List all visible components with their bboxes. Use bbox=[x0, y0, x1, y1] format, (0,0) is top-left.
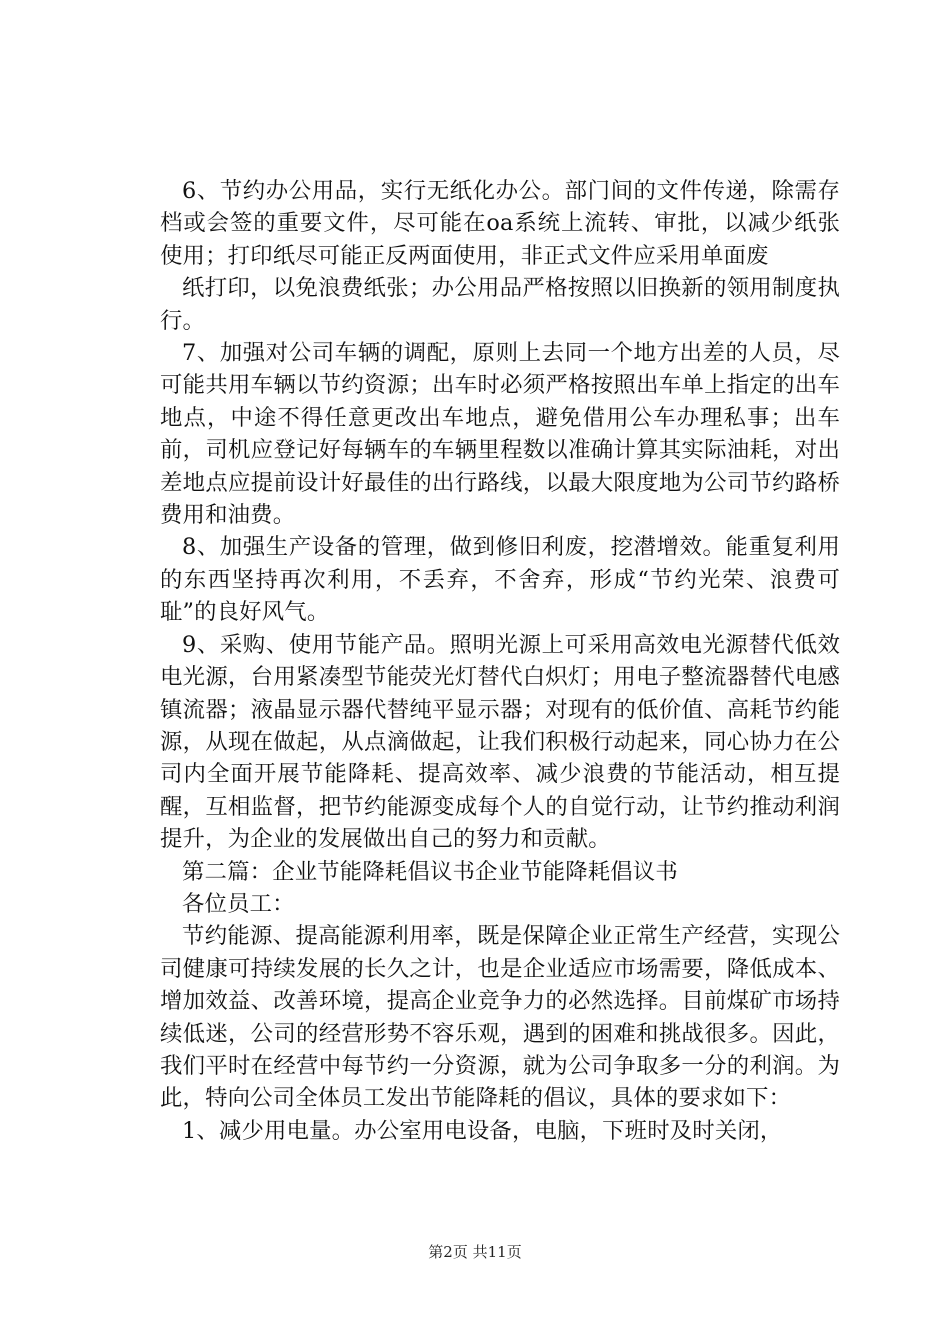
paragraph-6-continued: 纸打印，以免浪费纸张；办公用品严格按照以旧换新的领用制度执行。 bbox=[160, 275, 840, 334]
salutation: 各位员工： bbox=[182, 890, 295, 917]
paragraph-6: 6、节约办公用品，实行无纸化办公。部门间的文件传递，除需存档或会签的重要文件，尽可能在oa系统上流转、审批，以减少纸张使用；打印纸尽可能正反两面使用，非正式文件应采用单面废 bbox=[160, 178, 840, 269]
page-footer: 第2页 共11页 bbox=[428, 1243, 522, 1261]
paragraph-7: 7、加强对公司车辆的调配，原则上去同一个地方出差的人员，尽可能共用车辆以节约资源；出车时必须严格按照出车单上指定的出车地点，中途不得任意更改出车地点，避免借用公车办理私事；出车前，司机应登记好每辆车的车辆里程数以准确计算其实际油耗，对出差地点应提前设计好最佳的出行路线，以最大限度地为公司节约路桥费用和油费。 bbox=[160, 340, 840, 529]
paragraph-9: 9、采购、使用节能产品。照明光源上可采用高效电光源替代低效电光源，台用紧凑型节能荧光灯替代白炽灯；用电子整流器替代电感镇流器；液晶显示器代替纯平显示器；对现有的低价值、高耗节约能源，从现在做起，从点滴做起，让我们积极行动起来，同心协力在公司内全面开展节能降耗、提高效率、减少浪费的节能活动，相互提醒，互相监督，把节约能源变成每个人的自觉行动，让节约推动利润提升，为企业的发展做出自己的努力和贡献。 bbox=[160, 631, 840, 853]
paragraph-1: 1、减少用电量。办公室用电设备，电脑，下班时及时关闭， bbox=[182, 1117, 783, 1144]
document-body bbox=[160, 175, 840, 1147]
section-heading: 第二篇：企业节能降耗倡议书企业节能降耗倡议书 bbox=[182, 858, 678, 885]
intro-paragraph: 节约能源、提高能源利用率，既是保障企业正常生产经营，实现公司健康可持续发展的长久之计，也是企业适应市场需要，降低成本、增加效益、改善环境，提高企业竞争力的必然选择。目前煤矿市场持续低迷，公司的经营形势不容乐观，遇到的困难和挑战很多。因此，我们平时在经营中每节约一分资源，就为公司争取多一分的利润。为此，特向公司全体员工发出节能降耗的倡议，具体的要求如下： bbox=[160, 923, 840, 1112]
paragraph-8: 8、加强生产设备的管理，做到修旧利废，挖潜增效。能重复利用的东西坚持再次利用，不丢弃，不舍弃，形成“节约光荣、浪费可耻”的良好风气。 bbox=[160, 534, 840, 626]
